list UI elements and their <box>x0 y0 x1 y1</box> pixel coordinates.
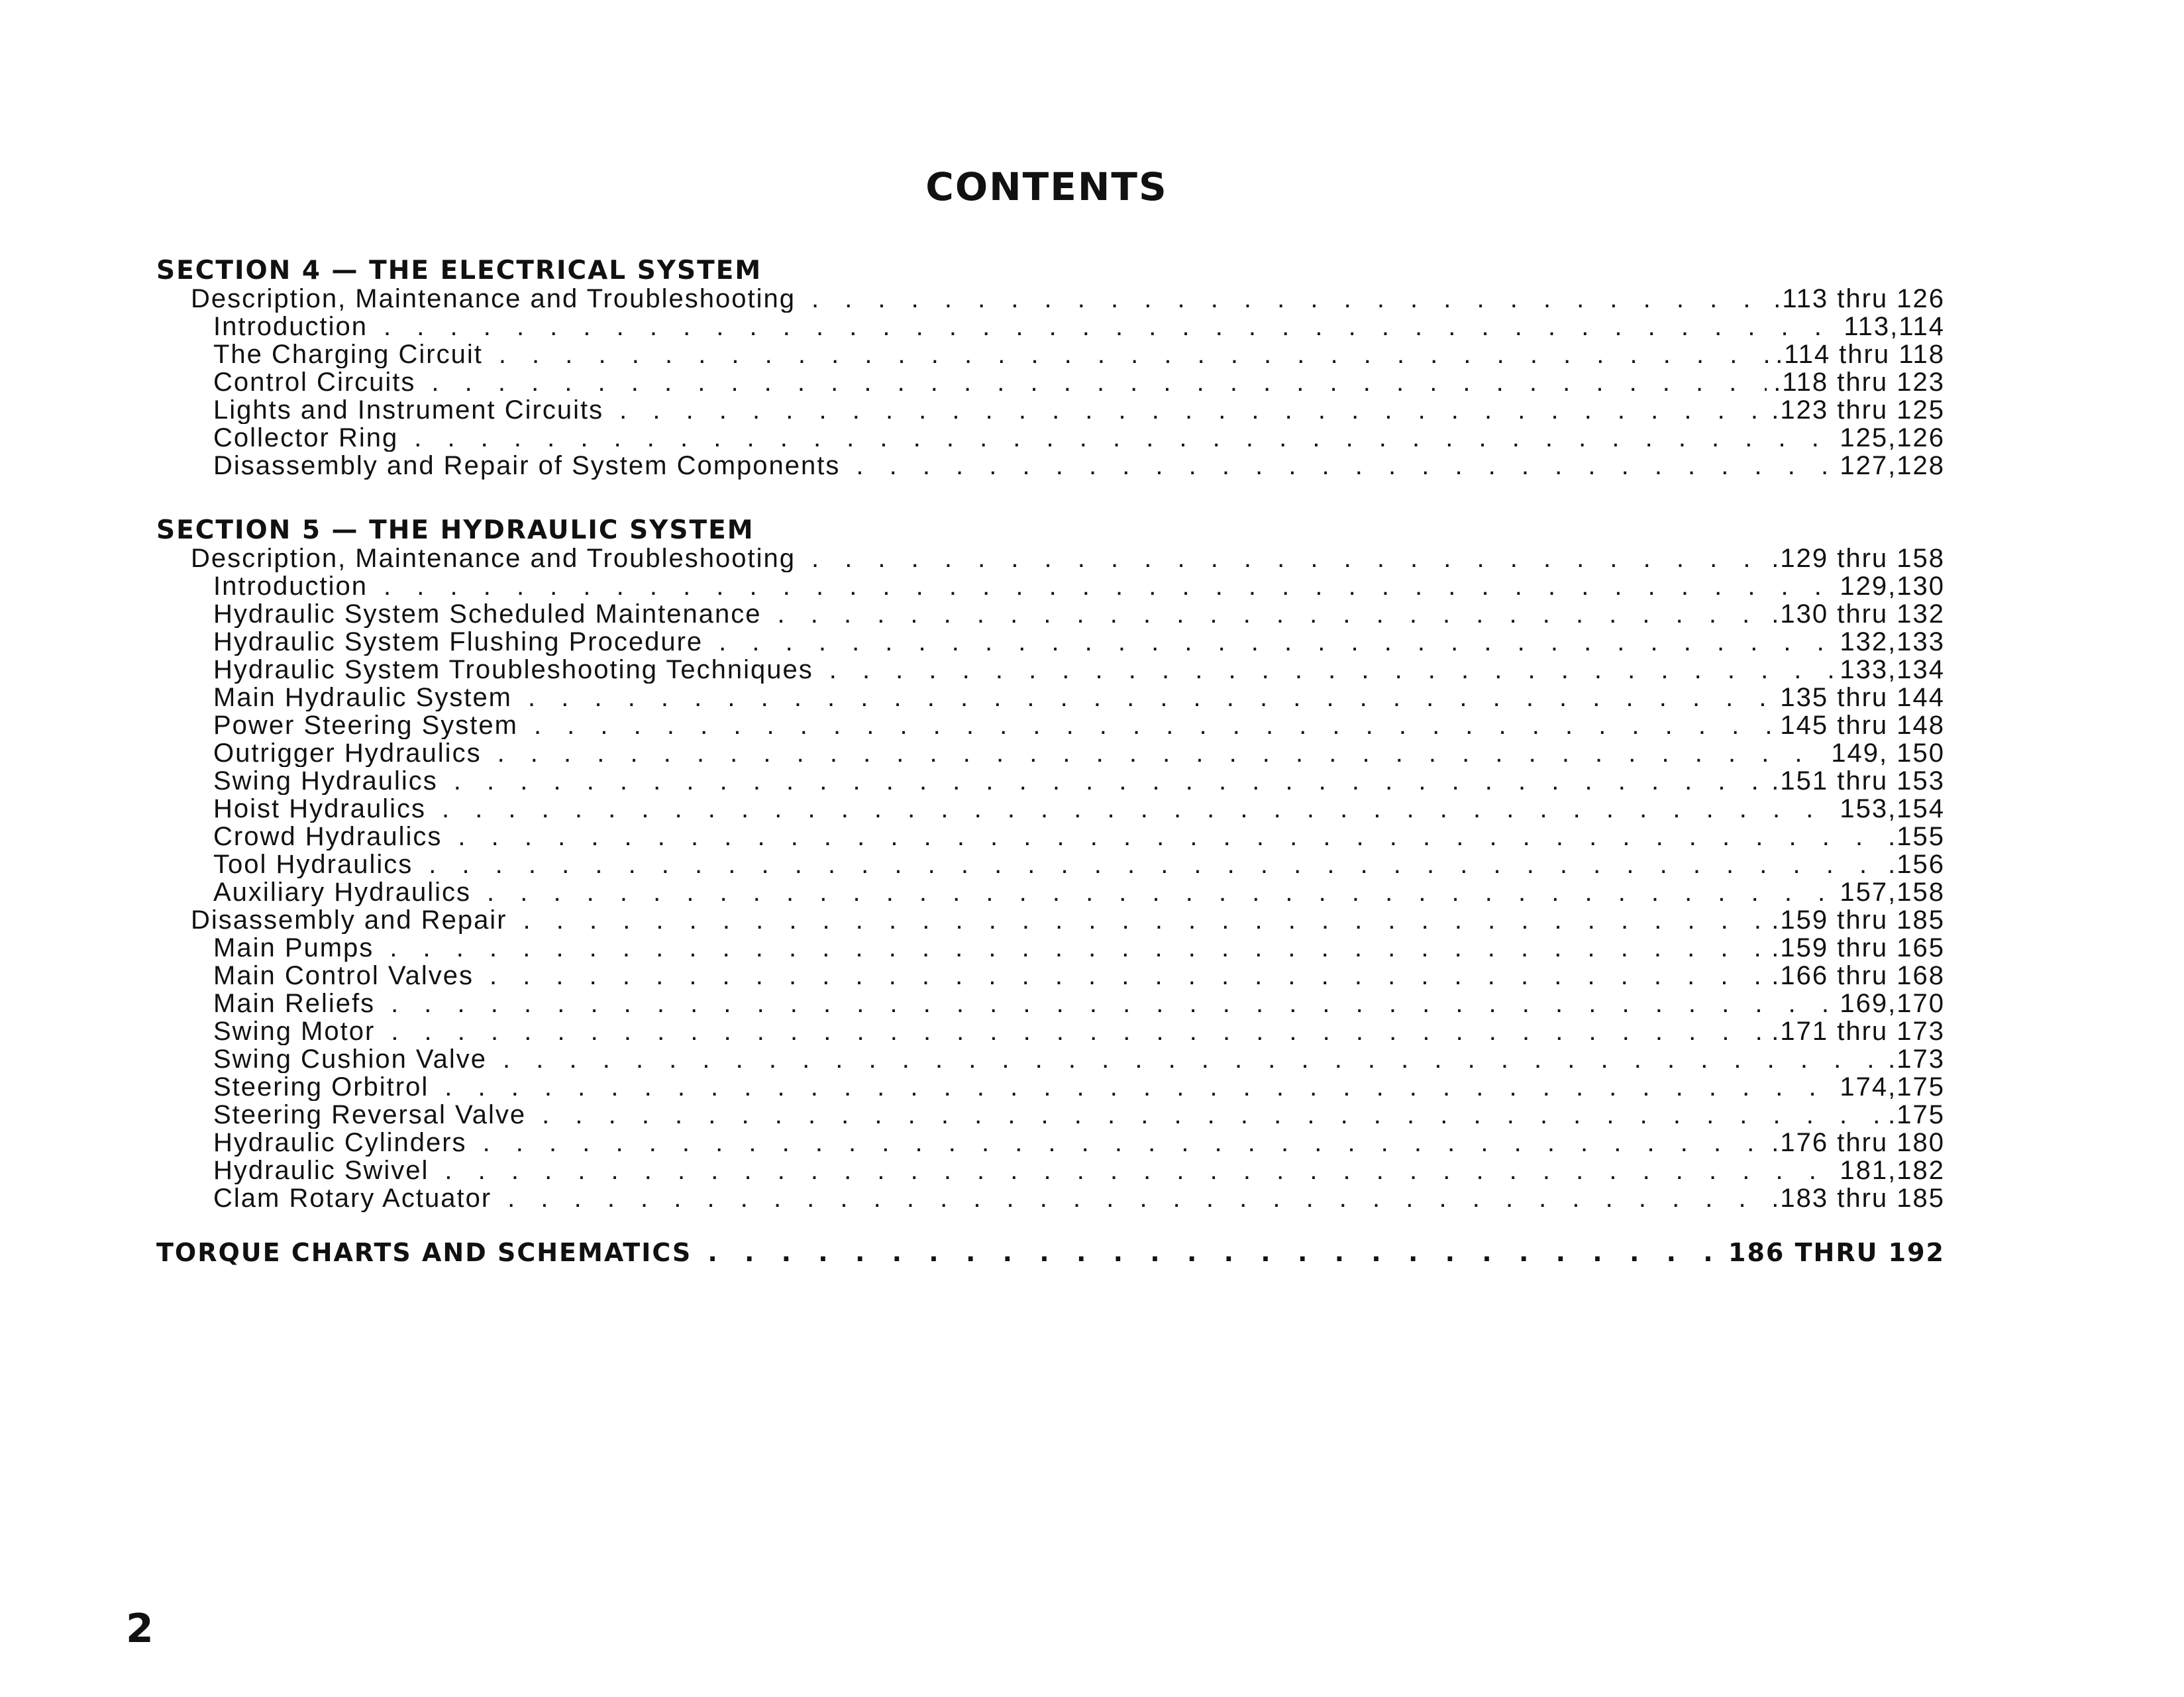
toc-entry-page: 129,130 <box>1840 572 1945 600</box>
toc-entry-page: .176 thru 180 <box>1771 1129 1945 1157</box>
toc-entry-page: .173 <box>1888 1045 1945 1073</box>
toc-entry-page: 125,126 <box>1840 424 1945 452</box>
toc-entry-label: Introduction <box>213 572 368 600</box>
toc-entry[interactable] <box>156 1101 1945 1129</box>
toc-entry-page: 149, 150 <box>1831 739 1945 767</box>
toc-entry[interactable] <box>156 340 1945 368</box>
dot-leader <box>391 1017 1765 1045</box>
toc-entry-page: .123 thru 125 <box>1771 396 1945 424</box>
toc-entry-label: Hydraulic System Flushing Procedure <box>213 628 703 656</box>
toc-entry[interactable] <box>156 711 1945 739</box>
dot-leader <box>528 684 1773 711</box>
toc-entry[interactable] <box>156 684 1945 711</box>
toc-entry[interactable] <box>156 544 1945 572</box>
dot-leader <box>811 544 1765 572</box>
toc-entry[interactable] <box>156 795 1945 823</box>
dot-leader <box>429 850 1881 878</box>
toc-entry-label: Disassembly and Repair of System Components <box>213 452 841 480</box>
toc-entry-page: .159 thru 185 <box>1771 906 1945 934</box>
toc-entry-page: .118 thru 123 <box>1773 368 1945 396</box>
toc-entry[interactable] <box>156 313 1945 340</box>
toc-entry-torque-charts[interactable] <box>156 1239 1945 1266</box>
toc-entry-page: 157,158 <box>1840 878 1945 906</box>
dot-leader <box>707 1239 1722 1266</box>
toc-entry-label: Outrigger Hydraulics <box>213 739 482 767</box>
toc-entry-page: 174,175 <box>1840 1073 1945 1101</box>
toc-entry-page: .129 thru 158 <box>1771 544 1945 572</box>
page-title: CONTENTS <box>925 164 1168 209</box>
dot-leader <box>497 739 1825 767</box>
toc-entry[interactable] <box>156 767 1945 795</box>
toc-entry[interactable] <box>156 1045 1945 1073</box>
dot-leader <box>444 1157 1833 1184</box>
toc-entry-label: Hydraulic System Scheduled Maintenance <box>213 600 762 628</box>
dot-leader <box>390 934 1765 962</box>
dot-leader <box>454 767 1765 795</box>
toc-entry-label: Control Circuits <box>213 368 416 396</box>
dot-leader <box>829 656 1834 684</box>
dot-leader <box>507 1184 1765 1212</box>
dot-leader <box>384 572 1833 600</box>
toc-entry-label: Swing Motor <box>213 1017 376 1045</box>
toc-entry[interactable] <box>156 285 1945 313</box>
toc-entry-label: Disassembly and Repair <box>191 906 507 934</box>
page-number: 2 <box>126 1606 154 1652</box>
toc-entry-label: Clam Rotary Actuator <box>213 1184 492 1212</box>
dot-leader <box>811 285 1767 313</box>
section-heading <box>156 257 1945 285</box>
toc-entry[interactable] <box>156 1017 1945 1045</box>
toc-entry-label: Steering Orbitrol <box>213 1073 429 1101</box>
toc-entry-label: Auxiliary Hydraulics <box>213 878 471 906</box>
toc-entry[interactable] <box>156 906 1945 934</box>
dot-leader <box>619 396 1765 424</box>
dot-leader <box>490 962 1765 990</box>
toc-entry-page: 181,182 <box>1840 1157 1945 1184</box>
toc-entry-label: Description, Maintenance and Troubleshooting <box>191 544 796 572</box>
toc-entry[interactable] <box>156 368 1945 396</box>
dot-leader <box>431 368 1767 396</box>
toc-entry[interactable] <box>156 823 1945 850</box>
toc-entry-label: Swing Cushion Valve <box>213 1045 488 1073</box>
toc-entry-label: Hoist Hydraulics <box>213 795 426 823</box>
toc-entry[interactable] <box>156 1129 1945 1157</box>
toc-entry-page: 133,134 <box>1840 656 1945 684</box>
dot-leader <box>444 1073 1833 1101</box>
toc-entry-label: Main Pumps <box>213 934 374 962</box>
toc-entry[interactable] <box>156 452 1945 480</box>
dot-leader <box>442 795 1833 823</box>
toc-entry-label: Swing Hydraulics <box>213 767 438 795</box>
dot-leader <box>384 313 1837 340</box>
toc-entry-page: .171 thru 173 <box>1771 1017 1945 1045</box>
section-heading-label: SECTION 4 — THE ELECTRICAL SYSTEM <box>156 257 762 285</box>
toc-entry-label: Tool Hydraulics <box>213 850 413 878</box>
toc-entry[interactable] <box>156 628 1945 656</box>
dot-leader <box>414 424 1833 452</box>
section-spacer <box>156 1212 1945 1239</box>
toc-entry-page: 132,133 <box>1840 628 1945 656</box>
toc-entry[interactable] <box>156 572 1945 600</box>
toc-entry-page: .130 thru 132 <box>1771 600 1945 628</box>
toc-entry-page: .113 thru 126 <box>1773 285 1945 313</box>
dot-leader <box>458 823 1881 850</box>
toc-entry[interactable] <box>156 1073 1945 1101</box>
toc-entry-page: .156 <box>1888 850 1945 878</box>
table-of-contents <box>156 257 1945 1266</box>
toc-entry-label: Collector Ring <box>213 424 399 452</box>
toc-entry-label: TORQUE CHARTS AND SCHEMATICS <box>156 1239 692 1266</box>
toc-entry-label: The Charging Circuit <box>213 340 483 368</box>
toc-entry-label: Hydraulic System Troubleshooting Techniques <box>213 656 813 684</box>
section-heading <box>156 517 1945 544</box>
toc-entry-label: Main Control Valves <box>213 962 474 990</box>
dot-leader <box>719 628 1833 656</box>
dot-leader <box>391 990 1833 1017</box>
toc-entry-page: 169,170 <box>1840 990 1945 1017</box>
toc-entry[interactable] <box>156 990 1945 1017</box>
toc-entry[interactable] <box>156 600 1945 628</box>
toc-entry-label: Hydraulic Swivel <box>213 1157 429 1184</box>
toc-entry-label: Power Steering System <box>213 711 518 739</box>
toc-entry-page: .166 thru 168 <box>1771 962 1945 990</box>
toc-entry[interactable] <box>156 934 1945 962</box>
toc-entry[interactable] <box>156 656 1945 684</box>
toc-entry-page: 135 thru 144 <box>1780 684 1945 711</box>
toc-entry[interactable] <box>156 878 1945 906</box>
dot-leader <box>542 1101 1881 1129</box>
toc-entry-label: Main Reliefs <box>213 990 376 1017</box>
toc-entry-page: 145 thru 148 <box>1780 711 1945 739</box>
section-heading-label: SECTION 5 — THE HYDRAULIC SYSTEM <box>156 517 754 544</box>
dot-leader <box>499 340 1769 368</box>
section-spacer <box>156 480 1945 517</box>
dot-leader <box>503 1045 1881 1073</box>
toc-entry-label: Introduction <box>213 313 368 340</box>
toc-entry-page: 186 THRU 192 <box>1728 1239 1945 1266</box>
dot-leader <box>487 878 1833 906</box>
toc-entry-label: Lights and Instrument Circuits <box>213 396 604 424</box>
toc-entry[interactable] <box>156 1184 1945 1212</box>
toc-entry[interactable] <box>156 850 1945 878</box>
toc-entry-page: .151 thru 153 <box>1771 767 1945 795</box>
toc-entry-label: Main Hydraulic System <box>213 684 513 711</box>
toc-entry-page: 153,154 <box>1840 795 1945 823</box>
toc-entry-page: 127,128 <box>1840 452 1945 480</box>
dot-leader <box>523 906 1765 934</box>
toc-entry-label: Crowd Hydraulics <box>213 823 442 850</box>
toc-entry-page: .159 thru 165 <box>1771 934 1945 962</box>
dot-leader <box>483 1129 1765 1157</box>
toc-entry[interactable] <box>156 1157 1945 1184</box>
toc-entry[interactable] <box>156 739 1945 767</box>
toc-entry-page: .175 <box>1888 1101 1945 1129</box>
dot-leader <box>534 711 1773 739</box>
toc-entry[interactable] <box>156 962 1945 990</box>
toc-entry[interactable] <box>156 424 1945 452</box>
toc-entry-label: Steering Reversal Valve <box>213 1101 527 1129</box>
toc-entry-page: 113,114 <box>1844 313 1945 340</box>
toc-entry-label: Description, Maintenance and Troubleshooting <box>191 285 796 313</box>
dot-leader <box>778 600 1765 628</box>
dot-leader <box>856 452 1833 480</box>
toc-entry-page: .114 thru 118 <box>1775 340 1945 368</box>
toc-entry-page: .183 thru 185 <box>1771 1184 1945 1212</box>
toc-entry-page: .155 <box>1888 823 1945 850</box>
toc-entry-label: Hydraulic Cylinders <box>213 1129 467 1157</box>
toc-entry[interactable] <box>156 396 1945 424</box>
